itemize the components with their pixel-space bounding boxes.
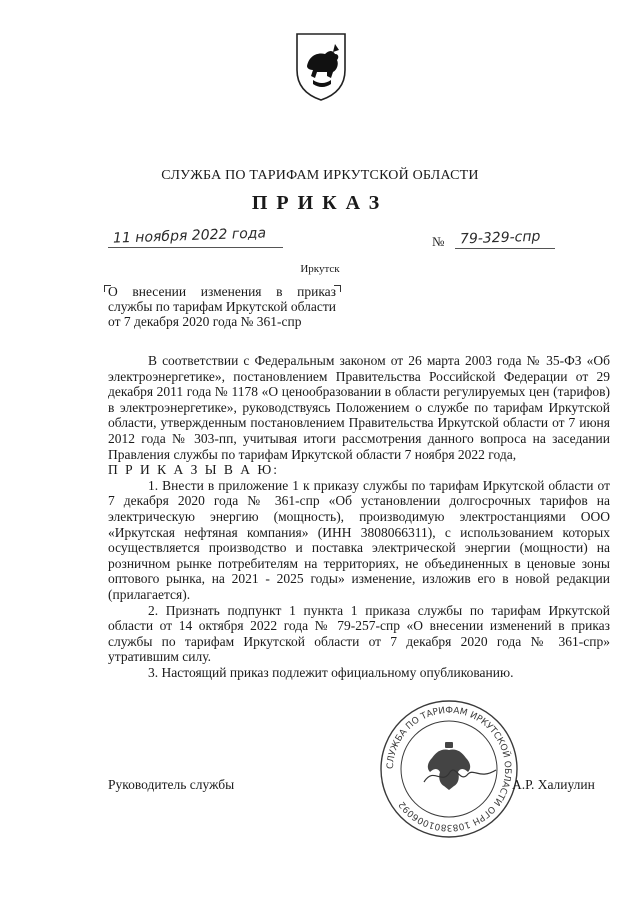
number-underline xyxy=(455,248,555,249)
preamble-paragraph: В соответствии с Федеральным законом от 26 марта 2003 года № 35-ФЗ «Об электроэнергетике», постановлением Правительства Российской Федерации от 29 декабря 2011 года № 1178 «О ценообразовании в области регулируемых цен (тарифов) в электроэнергетике», руководствуясь Положением о службе по тарифам Иркутской области, утвержденным постановлением Правительства Иркутской области от 7 июня 2012 года № 303-пп, учитывая итоги рассмотрения данного вопроса на заседании Правления службы по тарифам Иркутской области 7 ноября 2022 года, xyxy=(108,353,610,462)
order-word: П Р И К А З Ы В А Ю: xyxy=(108,462,280,478)
organization-name: СЛУЖБА ПО ТАРИФАМ ИРКУТСКОЙ ОБЛАСТИ xyxy=(161,168,479,183)
order-item-3: 3. Настоящий приказ подлежит официальному опубликованию. xyxy=(148,664,514,680)
coat-of-arms-icon xyxy=(293,30,349,102)
number-sign: № xyxy=(432,234,445,249)
order-item-1: 1. Внести в приложение 1 к приказу службы по тарифам Иркутской области от 7 декабря 2020 года № 361-спр «Об установлении долгосрочных тарифов на электрическую энергию (мощность), производимую электростанциями ООО «Иркутская нефтяная компания» (ИНН 3808066311), с использованием которых осуществляется производство и поставка электрической энергии (мощности) на розничном рынке потребителям на территориях, не объединенных в ценовые зоны оптового рынка, на 2021 - 2025 годы» изменение, изложив его в новой редакции (прилагается). xyxy=(108,477,610,602)
signatory-position: Руководитель службы xyxy=(108,777,235,792)
date-handwritten: 11 ноября 2022 года xyxy=(112,225,267,247)
document-body xyxy=(108,353,610,680)
number-handwritten: 79-329-спр xyxy=(459,228,541,248)
document-type-title: ПРИКАЗ xyxy=(251,192,389,214)
order-item-2: 2. Признать подпункт 1 пункта 1 приказа службы по тарифам Иркутской области от 14 октября 2022 года № 79-257-спр «О внесении изменений в приказ службы по тарифам Иркутской области от 7 декабря 2020 года № 361-спр» утратившим силу. xyxy=(108,602,610,665)
document-subject: О внесении изменения в приказ службы по тарифам Иркутской области от 7 декабря 2020 года № 361-спр xyxy=(108,284,336,329)
signatory-name: А.Р. Халиулин xyxy=(512,777,595,792)
seal-ring-text: СЛУЖБА ПО ТАРИФАМ ИРКУТСКОЙ ОБЛАСТИ ОГРН 1083801006092 xyxy=(385,705,513,833)
handwritten-signature xyxy=(420,760,500,790)
date-underline xyxy=(108,247,283,248)
city-label: Иркутск xyxy=(300,263,340,275)
